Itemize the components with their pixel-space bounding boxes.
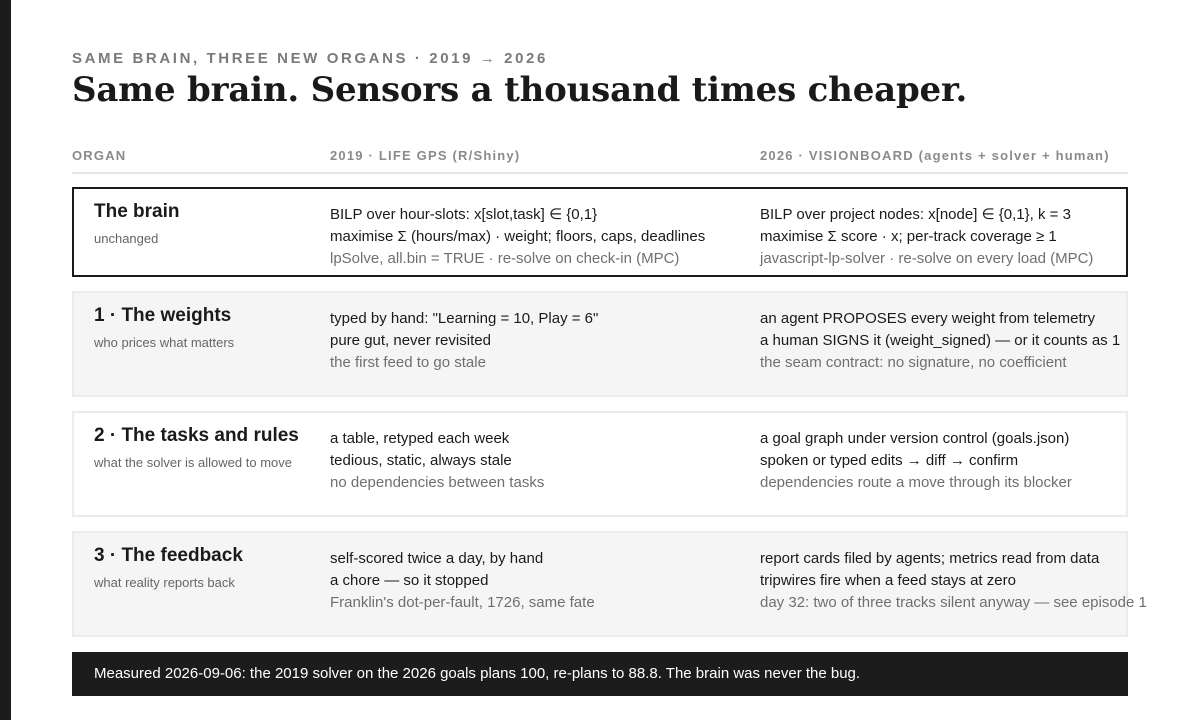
organ-subtitle: what the solver is allowed to move [94, 455, 292, 470]
cell-2026 [760, 548, 1147, 614]
cell-line-muted: javascript-lp-solver · re-solve on every load (MPC) [760, 250, 1094, 267]
header-organ: ORGAN [72, 148, 127, 163]
cell-line-muted: Franklin's dot-per-fault, 1726, same fate [330, 594, 595, 611]
organ-name: 2 · The tasks and rules [94, 425, 299, 446]
table-row-weights [72, 291, 1128, 397]
cell-line: typed by hand: "Learning = 10, Play = 6" [330, 310, 599, 327]
cell-2019 [330, 308, 598, 374]
cell-line: an agent PROPOSES every weight from telemetry [760, 310, 1096, 327]
cell-2026 [760, 428, 1072, 494]
cell-line: report cards filed by agents; metrics read from data [760, 550, 1100, 567]
cell-line-muted: dependencies route a move through its blocker [760, 474, 1072, 491]
organ-name: The brain [94, 201, 180, 222]
cell-2019 [330, 548, 595, 614]
cell-line: self-scored twice a day, by hand [330, 550, 544, 567]
cell-line: pure gut, never revisited [330, 332, 491, 349]
cell-line: a human SIGNS it (weight_signed) — or it counts as 1 [760, 332, 1121, 349]
cell-line: a goal graph under version control (goals.json) [760, 430, 1070, 447]
cell-line: spoken or typed edits → diff → confirm [760, 452, 1019, 469]
cell-line: maximise Σ (hours/max) · weight; floors, caps, deadlines [330, 228, 706, 245]
cell-line: tedious, static, always stale [330, 452, 512, 469]
cell-line-muted: lpSolve, all.bin = TRUE · re-solve on check-in (MPC) [330, 250, 680, 267]
page-title: Same brain. Sensors a thousand times cheaper. [72, 70, 968, 110]
cell-line: BILP over hour-slots: x[slot,task] ∈ {0,1} [330, 206, 598, 223]
cell-line: BILP over project nodes: x[node] ∈ {0,1}, k = 3 [760, 206, 1071, 223]
left-edge-bar [0, 0, 11, 720]
cell-2019 [330, 428, 544, 494]
cell-2026 [760, 308, 1120, 374]
organ-name: 3 · The feedback [94, 545, 243, 566]
cell-line: a table, retyped each week [330, 430, 510, 447]
organ-subtitle: what reality reports back [94, 575, 235, 590]
cell-line-muted: the seam contract: no signature, no coefficient [760, 354, 1067, 371]
table-row-feedback [72, 531, 1147, 637]
cell-line-muted: day 32: two of three tracks silent anyway — see episode 1 [760, 594, 1147, 611]
footer-banner: Measured 2026-09-06: the 2019 solver on the 2026 goals plans 100, re-plans to 88.8. The brain was never the bug. [72, 652, 1128, 696]
organ-subtitle: unchanged [94, 231, 159, 246]
header-2019: 2019 · LIFE GPS (R/Shiny) [330, 148, 521, 163]
cell-line: a chore — so it stopped [330, 572, 489, 589]
organ-name: 1 · The weights [94, 305, 232, 326]
cell-2019 [330, 204, 705, 270]
cell-2026 [760, 204, 1093, 270]
table-row-tasks-rules [72, 411, 1128, 517]
table-header [72, 148, 1128, 174]
cell-line: maximise Σ score · x; per-track coverage ≥ 1 [760, 228, 1057, 245]
header-2026: 2026 · VISIONBOARD (agents + solver + human) [760, 148, 1110, 163]
cell-line-muted: the first feed to go stale [330, 354, 486, 371]
cell-line: tripwires fire when a feed stays at zero [760, 572, 1016, 589]
eyebrow: SAME BRAIN, THREE NEW ORGANS · 2019 → 2026 [72, 50, 548, 67]
table-row-brain [72, 187, 1128, 277]
cell-line-muted: no dependencies between tasks [330, 474, 545, 491]
organ-subtitle: who prices what matters [94, 335, 235, 350]
